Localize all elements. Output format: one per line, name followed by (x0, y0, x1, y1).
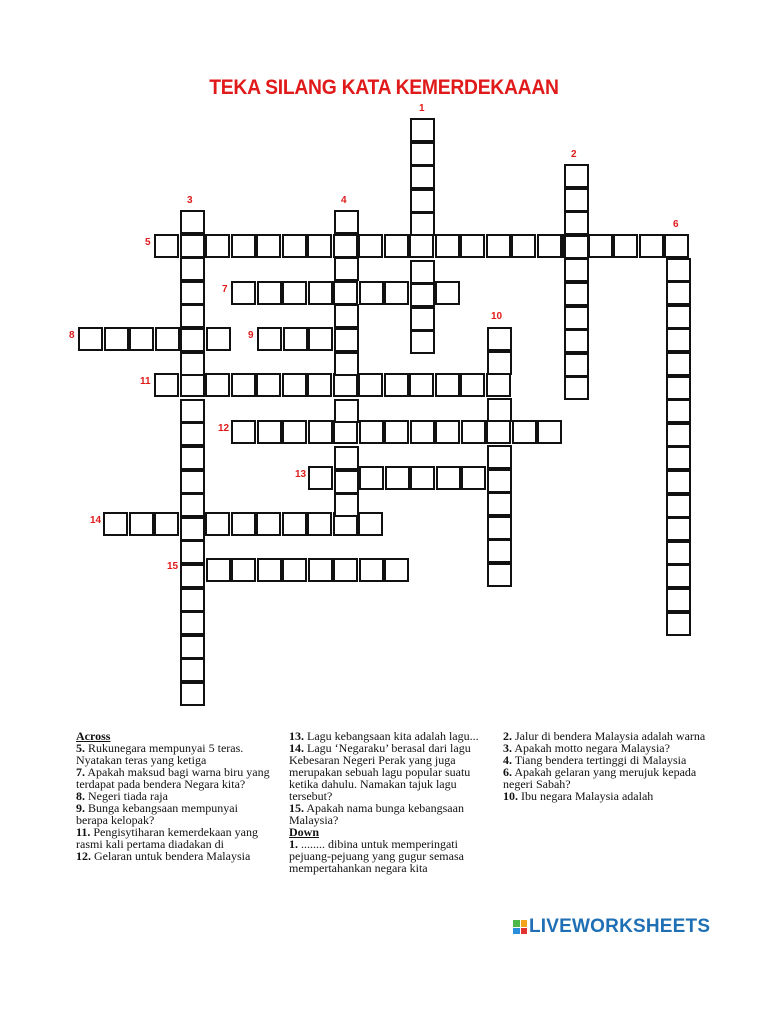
clue-number: 15. (289, 801, 304, 815)
clue-number-label: 5 (145, 237, 151, 248)
clue-item (289, 838, 499, 874)
clue-text: ........ dibina untuk memperingati pejuang-pejuang yang gugur semasa mempertahankan negara kita (289, 837, 464, 875)
grid-cell[interactable] (282, 234, 307, 258)
grid-cell[interactable] (359, 420, 384, 444)
grid-cell[interactable] (307, 234, 332, 258)
liveworksheets-icon (513, 920, 527, 934)
grid-cell[interactable] (564, 188, 589, 212)
grid-cell[interactable] (666, 517, 691, 541)
clue-number: 12. (76, 849, 91, 863)
grid-cell[interactable] (564, 235, 589, 259)
grid-cell[interactable] (308, 327, 333, 351)
grid-cell[interactable] (206, 327, 231, 351)
clue-number-label: 4 (341, 195, 347, 206)
grid-cell[interactable] (564, 353, 589, 377)
grid-cell[interactable] (410, 118, 435, 142)
grid-cell[interactable] (461, 466, 486, 490)
grid-cell[interactable] (154, 234, 179, 258)
grid-cell[interactable] (231, 373, 256, 397)
grid-cell[interactable] (487, 351, 512, 375)
grid-cell[interactable] (564, 329, 589, 353)
grid-cell[interactable] (359, 558, 384, 582)
grid-cell[interactable] (487, 327, 512, 351)
grid-cell[interactable] (180, 682, 205, 706)
clue-text: Apakah motto negara Malaysia? (512, 741, 670, 755)
grid-cell[interactable] (358, 373, 383, 397)
clues-column-3 (503, 730, 718, 802)
grid-cell[interactable] (511, 234, 536, 258)
grid-cell[interactable] (487, 398, 512, 422)
clue-text: Apakah nama bunga kebangsaan Malaysia? (289, 801, 464, 827)
grid-cell[interactable] (409, 234, 434, 258)
grid-cell[interactable] (666, 612, 691, 636)
grid-cell[interactable] (256, 373, 281, 397)
grid-cell[interactable] (666, 470, 691, 494)
grid-cell[interactable] (180, 611, 205, 635)
clue-number: 14. (289, 741, 304, 755)
grid-cell[interactable] (180, 470, 205, 494)
grid-cell[interactable] (588, 234, 613, 258)
clue-text: Apakah maksud bagi warna biru yang terdapat pada bendera Negara kita? (76, 765, 270, 791)
grid-cell[interactable] (103, 512, 128, 536)
clue-number-label: 11 (140, 376, 151, 387)
grid-cell[interactable] (205, 234, 230, 258)
grid-cell[interactable] (666, 494, 691, 518)
clue-text: Lagu kebangsaan kita adalah lagu... (304, 729, 479, 743)
grid-cell[interactable] (666, 305, 691, 329)
grid-cell[interactable] (564, 306, 589, 330)
grid-cell[interactable] (666, 399, 691, 423)
grid-cell[interactable] (435, 420, 460, 444)
grid-cell[interactable] (410, 212, 435, 236)
grid-cell[interactable] (256, 512, 281, 536)
clue-number-label: 15 (167, 561, 179, 572)
grid-cell[interactable] (231, 558, 256, 582)
grid-cell[interactable] (487, 492, 512, 516)
clue-text: Tiang bendera tertinggi di Malaysia (512, 753, 687, 767)
down-heading: Down (289, 825, 320, 839)
grid-cell[interactable] (104, 327, 129, 351)
grid-cell[interactable] (613, 234, 638, 258)
grid-cell[interactable] (308, 420, 333, 444)
grid-cell[interactable] (129, 512, 154, 536)
grid-cell[interactable] (180, 234, 205, 258)
clue-number-label: 1 (419, 103, 425, 114)
grid-cell[interactable] (639, 234, 664, 258)
grid-cell[interactable] (180, 399, 205, 423)
grid-cell[interactable] (384, 558, 409, 582)
grid-cell[interactable] (308, 558, 333, 582)
grid-cell[interactable] (180, 635, 205, 659)
clue-text: Bunga kebangsaan mempunyai berapa kelopak? (76, 801, 238, 827)
clue-number: 8. (76, 789, 85, 803)
grid-cell[interactable] (205, 512, 230, 536)
grid-cell[interactable] (409, 373, 434, 397)
grid-cell[interactable] (282, 558, 307, 582)
grid-cell[interactable] (460, 234, 485, 258)
grid-cell[interactable] (334, 352, 359, 376)
grid-cell[interactable] (666, 541, 691, 565)
clue-number: 13. (289, 729, 304, 743)
grid-cell[interactable] (307, 512, 332, 536)
liveworksheets-logo[interactable] (513, 916, 710, 938)
grid-cell[interactable] (308, 466, 333, 490)
grid-cell[interactable] (384, 234, 409, 258)
clue-text: Rukunegara mempunyai 5 teras. Nyatakan teras yang ketiga (76, 741, 244, 767)
clue-item (76, 850, 271, 862)
clue-item (503, 790, 718, 802)
grid-cell[interactable] (333, 558, 358, 582)
clue-number-label: 3 (187, 195, 193, 206)
clue-text: Jalur di bendera Malaysia adalah warna (512, 729, 706, 743)
grid-cell[interactable] (307, 373, 332, 397)
puzzle-title: TEKA SILANG KATA KEMERDEKAAAN (209, 76, 559, 99)
clue-text: Negeri tiada raja (85, 789, 168, 803)
grid-cell[interactable] (154, 373, 179, 397)
grid-cell[interactable] (334, 470, 359, 494)
clue-number-label: 2 (571, 149, 577, 160)
grid-cell[interactable] (231, 234, 256, 258)
grid-cell[interactable] (435, 281, 460, 305)
clue-number-label: 6 (673, 219, 679, 230)
grid-cell[interactable] (666, 564, 691, 588)
grid-cell[interactable] (435, 373, 460, 397)
grid-cell[interactable] (334, 328, 359, 352)
grid-cell[interactable] (486, 234, 511, 258)
grid-cell[interactable] (180, 304, 205, 328)
grid-cell[interactable] (334, 304, 359, 328)
grid-cell[interactable] (334, 210, 359, 234)
grid-cell[interactable] (180, 517, 205, 541)
grid-cell[interactable] (461, 420, 486, 444)
grid-cell[interactable] (666, 423, 691, 447)
grid-cell[interactable] (78, 327, 103, 351)
grid-cell[interactable] (333, 420, 358, 444)
clue-number: 1. (289, 837, 298, 851)
grid-cell[interactable] (666, 328, 691, 352)
clue-item (289, 802, 499, 826)
clue-item (503, 766, 718, 790)
grid-cell[interactable] (282, 281, 307, 305)
grid-cell[interactable] (206, 558, 231, 582)
down-clues-list-2 (503, 730, 718, 802)
grid-cell[interactable] (486, 373, 511, 397)
grid-cell[interactable] (334, 399, 359, 423)
grid-cell[interactable] (384, 420, 409, 444)
grid-cell[interactable] (180, 540, 205, 564)
grid-cell[interactable] (257, 558, 282, 582)
grid-cell[interactable] (564, 164, 589, 188)
grid-cell[interactable] (564, 211, 589, 235)
grid-cell[interactable] (180, 422, 205, 446)
grid-cell[interactable] (231, 512, 256, 536)
grid-cell[interactable] (282, 512, 307, 536)
grid-cell[interactable] (666, 281, 691, 305)
grid-cell[interactable] (410, 260, 435, 284)
clue-number: 3. (503, 741, 512, 755)
clue-item (76, 802, 271, 826)
grid-cell[interactable] (666, 446, 691, 470)
clue-number: 6. (503, 765, 512, 779)
grid-cell[interactable] (359, 281, 384, 305)
grid-cell[interactable] (410, 165, 435, 189)
clue-number: 2. (503, 729, 512, 743)
grid-cell[interactable] (410, 330, 435, 354)
grid-cell[interactable] (180, 446, 205, 470)
across-clues-list-2 (289, 730, 499, 826)
clue-number-label: 8 (69, 330, 75, 341)
grid-cell[interactable] (334, 257, 359, 281)
clue-number-label: 7 (222, 284, 228, 295)
grid-cell[interactable] (180, 493, 205, 517)
grid-cell[interactable] (487, 563, 512, 587)
clue-number: 5. (76, 741, 85, 755)
grid-cell[interactable] (564, 282, 589, 306)
grid-cell[interactable] (512, 420, 537, 444)
grid-cell[interactable] (257, 420, 282, 444)
grid-cell[interactable] (231, 420, 256, 444)
clue-number-label: 10 (491, 311, 503, 322)
clue-text: Ibu negara Malaysia adalah (518, 789, 654, 803)
grid-cell[interactable] (205, 373, 230, 397)
grid-cell[interactable] (410, 466, 435, 490)
grid-cell[interactable] (410, 307, 435, 331)
grid-cell[interactable] (256, 234, 281, 258)
clue-number-label: 9 (248, 330, 254, 341)
grid-cell[interactable] (487, 516, 512, 540)
grid-cell[interactable] (385, 466, 410, 490)
down-clues-list (289, 838, 499, 874)
grid-cell[interactable] (410, 142, 435, 166)
across-heading: Across (76, 729, 111, 743)
grid-cell[interactable] (487, 445, 512, 469)
clue-item (76, 826, 271, 850)
grid-cell[interactable] (384, 373, 409, 397)
grid-cell[interactable] (666, 588, 691, 612)
grid-cell[interactable] (564, 376, 589, 400)
grid-cell[interactable] (410, 189, 435, 213)
grid-cell[interactable] (410, 283, 435, 307)
grid-cell[interactable] (666, 376, 691, 400)
grid-cell[interactable] (257, 327, 282, 351)
clue-number: 4. (503, 753, 512, 767)
grid-cell[interactable] (410, 420, 435, 444)
grid-cell[interactable] (666, 258, 691, 282)
grid-cell[interactable] (537, 420, 562, 444)
grid-cell[interactable] (180, 281, 205, 305)
grid-cell[interactable] (487, 469, 512, 493)
clue-text: Apakah gelaran yang merujuk kepada negeri Sabah? (503, 765, 697, 791)
clue-text: Pengisytiharan kemerdekaan yang rasmi kali pertama diadakan di (76, 825, 258, 851)
clues-column-2 (289, 730, 499, 874)
grid-cell[interactable] (564, 258, 589, 282)
clue-text: Gelaran untuk bendera Malaysia (91, 849, 251, 863)
grid-cell[interactable] (358, 234, 383, 258)
clue-number: 7. (76, 765, 85, 779)
clue-text: Lagu ‘Negaraku’ berasal dari lagu Kebesaran Negeri Perak yang juga merupakan sebuah lagu popular suatu ketika dahulu. Namakan tajuk lagu tersebut? (289, 741, 471, 803)
grid-cell[interactable] (333, 281, 358, 305)
grid-cell[interactable] (154, 512, 179, 536)
grid-cell[interactable] (180, 328, 205, 352)
grid-cell[interactable] (282, 420, 307, 444)
clue-item (76, 766, 271, 790)
clue-number-label: 13 (295, 469, 307, 480)
clue-number-label: 12 (218, 423, 230, 434)
grid-cell[interactable] (358, 512, 383, 536)
logo-text: LIVEWORKSHEETS (529, 916, 711, 937)
grid-cell[interactable] (283, 327, 308, 351)
clue-number-label: 14 (90, 515, 102, 526)
grid-cell[interactable] (359, 466, 384, 490)
grid-cell[interactable] (333, 373, 358, 397)
across-clues-list (76, 742, 271, 862)
grid-cell[interactable] (155, 327, 180, 351)
grid-cell[interactable] (180, 658, 205, 682)
grid-cell[interactable] (460, 373, 485, 397)
grid-cell[interactable] (487, 539, 512, 563)
grid-cell[interactable] (180, 588, 205, 612)
grid-cell[interactable] (257, 281, 282, 305)
clue-item (289, 742, 499, 802)
grid-cell[interactable] (180, 373, 205, 397)
grid-cell[interactable] (180, 352, 205, 376)
grid-cell[interactable] (486, 420, 511, 444)
clues-column-1 (76, 730, 271, 862)
grid-cell[interactable] (129, 327, 154, 351)
grid-cell[interactable] (334, 493, 359, 517)
grid-cell[interactable] (282, 373, 307, 397)
grid-cell[interactable] (180, 210, 205, 234)
grid-cell[interactable] (384, 281, 409, 305)
grid-cell[interactable] (231, 281, 256, 305)
grid-cell[interactable] (537, 234, 562, 258)
grid-cell[interactable] (333, 234, 358, 258)
clue-number: 10. (503, 789, 518, 803)
grid-cell[interactable] (334, 446, 359, 470)
grid-cell[interactable] (308, 281, 333, 305)
grid-cell[interactable] (436, 466, 461, 490)
clue-number: 9. (76, 801, 85, 815)
grid-cell[interactable] (664, 234, 689, 258)
grid-cell[interactable] (435, 234, 460, 258)
grid-cell[interactable] (180, 257, 205, 281)
grid-cell[interactable] (666, 352, 691, 376)
grid-cell[interactable] (180, 564, 205, 588)
clue-number: 11. (76, 825, 91, 839)
clue-item (76, 742, 271, 766)
